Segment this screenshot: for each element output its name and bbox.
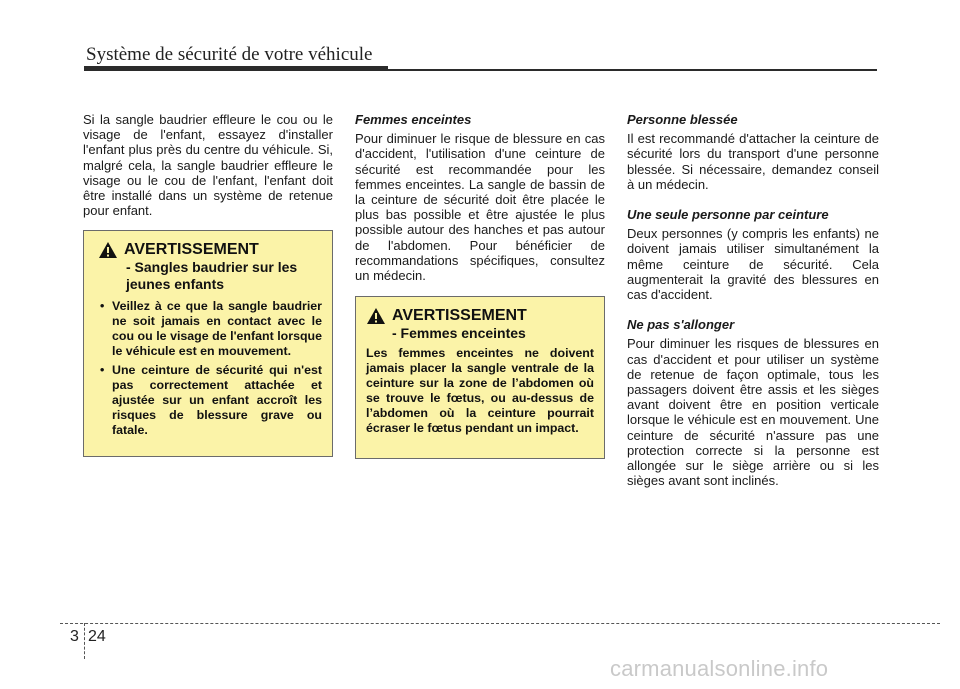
warning-box-pregnant-women [355, 296, 605, 459]
header-rule-thin [388, 69, 877, 71]
header-rule-thick [84, 66, 388, 71]
footer-vertical-rule [84, 623, 85, 659]
page-number: 24 [88, 628, 106, 645]
watermark: carmanualsonline.info [610, 656, 829, 681]
warning-title: AVERTISSEMENT [392, 307, 527, 324]
footer-rule [60, 623, 940, 624]
section-heading-pregnant-women: Femmes enceintes [355, 112, 472, 127]
column-3 [627, 112, 879, 488]
page-header-title: Système de sécurité de votre véhicule [86, 44, 373, 65]
one-person-per-belt-paragraph: Deux personnes (y compris les enfants) ne doivent jamais utiliser simultanément la même ceinture de sécurité. Cela augmenterait la gravité des blessures en cas d'accident. [627, 226, 879, 303]
warning-bullet: • Une ceinture de sécurité qui n'est pas correctement attachée et ajustée sur un enfant accroît les risques de blessure grave ou fatale. [98, 363, 322, 438]
warning-subtitle: - Sangles baudrier sur les jeunes enfants [126, 259, 298, 292]
child-shoulder-belt-paragraph: Si la sangle baudrier effleure le cou ou le visage de l'enfant, essayez d'installer l'enfant plus près du centre du véhicule. Si, malgré cela, la sangle baudrier effleure le visage ou le cou de l'enfant, l'enfant doit être installé dans un système de retenue pour enfant. [83, 112, 333, 219]
section-heading-one-person-per-belt: Une seule personne par ceinture [627, 207, 829, 223]
warning-box-child-shoulder-belt [83, 230, 333, 457]
section-heading-do-not-lie-down: Ne pas s'allonger [627, 317, 735, 333]
warning-subtitle: - Femmes enceintes [392, 325, 526, 341]
chapter-number: 3 [70, 628, 79, 645]
warning-bullet-list [98, 299, 322, 438]
warning-title: AVERTISSEMENT [124, 241, 259, 258]
warning-bullet: • Veillez à ce que la sangle baudrier ne soit jamais en contact avec le cou ou le visage de l'enfant lorsque le véhicule est en mouvement. [98, 299, 322, 359]
warning-triangle-icon [366, 307, 386, 325]
do-not-lie-down-paragraph: Pour diminuer les risques de blessures en cas d'accident et pour utiliser un système de retenue de façon optimale, tous les passagers doivent être assis et les sièges avant doivent être en position verticale lorsque le véhicule est en mouvement. Une ceinture de sécurité n'assure pas une protection correcte si la personne est allongée sur le siège arrière ou si les sièges avant sont inclinés. [627, 336, 879, 489]
warning-triangle-icon [98, 241, 118, 259]
column-2 [355, 112, 605, 283]
injured-person-paragraph: Il est recommandé d'attacher la ceinture de sécurité lors du transport d'une personne blessée. Si nécessaire, demandez conseil à un médecin. [627, 131, 879, 192]
column-1 [83, 112, 333, 218]
section-heading-injured-person: Personne blessée [627, 112, 738, 127]
pregnant-women-paragraph: Pour diminuer le risque de blessure en cas d'accident, l'utilisation d'une ceinture de sécurité est recommandée pour les femmes enceintes. La sangle de bassin de la ceinture de sécurité doit être placée le plus bas possible et être ajustée le plus possible autour des hanches et pas autour de l'abdomen. Pour bénéficier de recommandations spécifiques, consultez un médecin. [355, 131, 605, 284]
warning-body: Les femmes enceintes ne doivent jamais placer la sangle ventrale de la ceinture sur la zone de l’abdomen où se trouve le fœtus, ou au-dessus de l’abdomen où la ceinture pourrait écraser le fœtus pendant un impact. [366, 346, 594, 435]
